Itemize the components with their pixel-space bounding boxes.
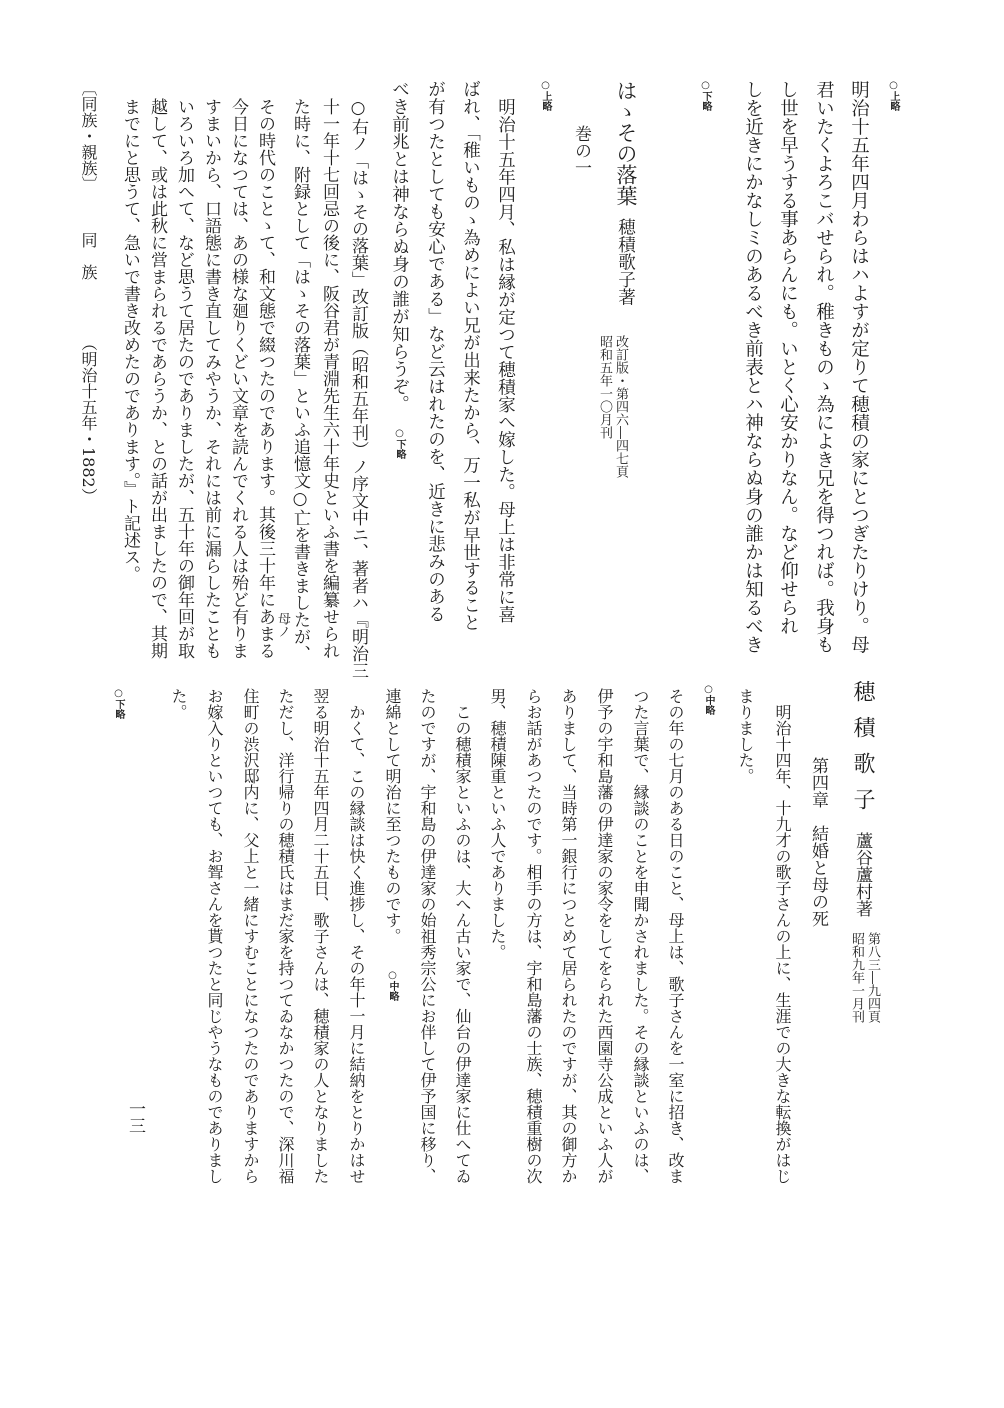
omission-mark: ○下略 [113, 688, 124, 719]
omission-mark: ○中略 [387, 970, 398, 1001]
note-line: いろいろ加へて、など思うて居たのでありましたが、五十年の御年回が取 [174, 98, 194, 659]
note-line: その時代のことゝて、和文態で綴つたのであります。其後三十年にあまる [255, 98, 275, 659]
book-edition: 改訂版・第四六―四七頁 [613, 335, 628, 478]
chapter-heading: 第四章 結婚と母の死 [808, 757, 828, 927]
body-line: 翌る明治十五年四月二十五日、歌子さんは、穂積家の人となりました [311, 688, 330, 1184]
body-line: つた言葉で、縁談のことを申聞かされました。その縁談といふのは、 [631, 688, 650, 1184]
body-line: 住町の渋沢邸内に、父上と一緒にすむことになつたのでありますから [241, 688, 260, 1184]
volume-heading: 巻の一 [571, 125, 591, 176]
excerpt-line: べき前兆とは神ならぬ身の誰が知らうぞ。 [389, 80, 410, 413]
body-line: たのですが、宇和島の伊達家の始祖秀宗公にお伴して伊予国に移り、 [418, 688, 437, 1184]
book-pages: 第八三―九四頁 [865, 932, 880, 1023]
caption-era: （明治十五年・1882） [79, 335, 98, 504]
omission-mark: ○上略 [888, 80, 899, 111]
book-date: 昭和五年一〇月刊 [597, 335, 612, 439]
book-date: 昭和九年一月刊 [849, 932, 864, 1023]
excerpt-line: ばれ、「稚いものゝ為めによい兄が出来たから、万一私が早世すること [460, 80, 481, 632]
omission-mark: ○中略 [703, 684, 714, 715]
excerpt-line: 君いたくよろこバせられ。稚きものゝ為によき兄を得つれば。我身も [813, 80, 835, 654]
book-title: はゝその落葉 [614, 80, 638, 206]
book-author: 穂積歌子著 [615, 218, 636, 306]
body-line: ありまして、当時第一銀行につとめて居られたのですが、其の御方か [559, 688, 578, 1184]
body-line: まりました。 [736, 688, 755, 784]
page-number: 一三 [125, 1100, 145, 1134]
body-line: た。 [169, 688, 188, 720]
body-line: ただし、洋行帰りの穂積氏はまだ家を持つてゐなかつたので、深川福 [276, 688, 295, 1184]
book-author: 蘆谷蘆村著 [852, 832, 872, 917]
note-line: までにと思うて、急いで書き改めたのであります。』ト記述ス。 [120, 98, 140, 583]
note-line: 十一年十七回忌の後に、阪谷君が青淵先生六十年史といふ書を編纂せられ [319, 98, 339, 659]
body-line: かくて、この縁談は快く進捗し、その年十一月に結納をとりかはせ [347, 704, 366, 1184]
body-line: 連綿として明治に至つたものです。 [383, 688, 402, 944]
omission-mark: ○下略 [700, 80, 711, 111]
note-line: 今日になつては、あの様な廻りくどい文章を読んでくれる人は殆ど有りま [228, 98, 248, 659]
omission-mark: ○下略 [394, 428, 405, 459]
excerpt-line: しを近きにかなしミのあるべき前表とハ神ならぬ身の誰かは知るべき [742, 80, 764, 654]
book-title: 穂積歌子 [850, 680, 875, 824]
note-line: た時に、附録として「はゝその落葉」といふ追憶文○亡を書きましたが、 [290, 98, 310, 662]
excerpt-line: が有つたとしても安心である」など云はれたのを、近きに悲みのある [425, 80, 446, 623]
note-line: すまいから、口語態に書き直してみやうか、それには前に漏らしたことも [201, 98, 221, 659]
ruby-annotation: 母ノ [275, 612, 290, 638]
omission-mark: ○上略 [540, 80, 551, 111]
note-line: ○右ノ「はゝその落葉」改訂版（昭和五年刊）ノ序文中ニ、著者ハ『明治三 [348, 98, 368, 679]
body-line: 伊予の宇和島藩の伊達家の家令をしてをられた西園寺公成といふ人が [595, 688, 614, 1184]
caption-relation: 同 族 [79, 232, 98, 280]
body-line: 男、穂積陳重といふ人でありました。 [488, 688, 507, 960]
excerpt-line: し世を早うする事あらんにも。いとく心安かりなん。など仰せられ [777, 80, 799, 635]
body-line: お嫁入りといつても、お聟さんを貰つたと同じやうなものでありまし [205, 688, 224, 1184]
body-line: この穂積家といふのは、大へん古い家で、仙台の伊達家に仕へてゐ [453, 704, 472, 1184]
body-line: その年の七月のある日のこと、母上は、歌子さんを一室に招き、改ま [666, 688, 685, 1184]
body-line: 明治十四年、十九才の歌子さんの上に、生涯での大きな転換がはじ [773, 704, 792, 1184]
body-line: らお話があつたのです。相手の方は、宇和島藩の士族、穂積重樹の次 [524, 688, 543, 1184]
excerpt-line: 明治十五年四月わらはハよすが定りて穂積の家にとつぎたりけり。母 [848, 80, 870, 654]
excerpt-line: 明治十五年四月、私は縁が定つて穂積家へ嫁した。母上は非常に喜 [495, 98, 516, 623]
note-line: 越して、或は此秋に営まられるであらうか、との話が出ましたので、其期 [147, 98, 167, 659]
caption-category: 〔同族・親族〕 [79, 80, 98, 192]
